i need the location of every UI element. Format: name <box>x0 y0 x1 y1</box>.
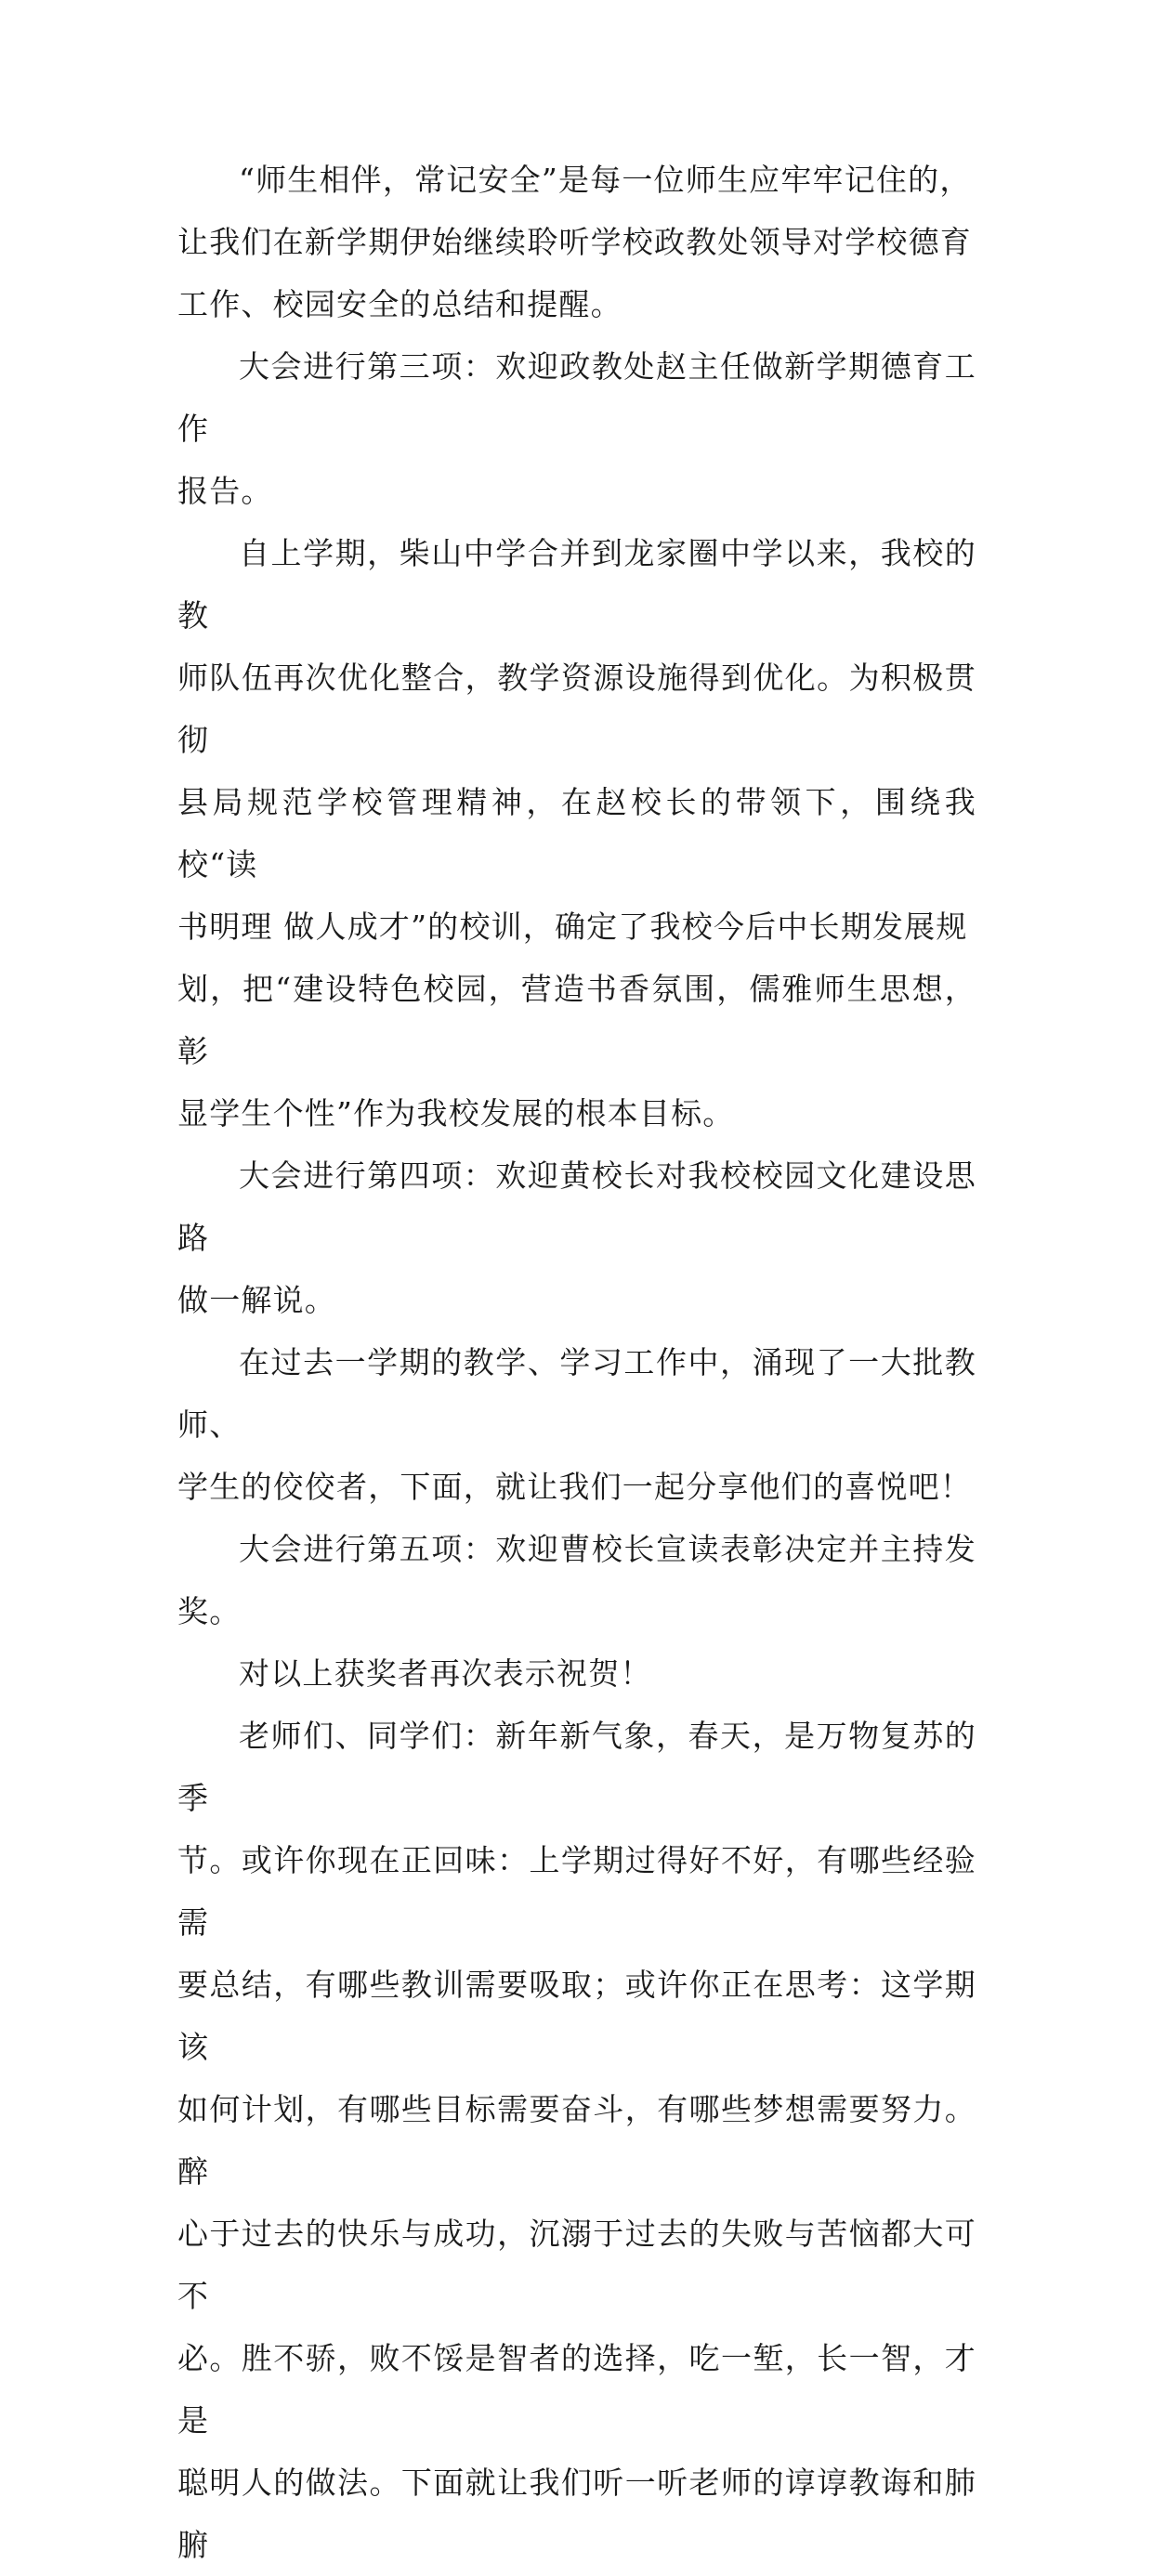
paragraph-item-three: 大会进行第三项：欢迎政教处赵主任做新学期德育工作 报告。 <box>177 348 976 509</box>
paragraph-new-semester: 老师们、同学们：新年新气象，春天，是万物复苏的季 节。或许你现在正回味：上学期过得好不好，有哪些经验需 要总结，有哪些教训需要吸取；或许你正在思考：这学期该 如何计划，有哪些目标需要奋斗，有哪些梦想需要努力。醉 心于过去的快乐与成功，沉溺于过去的失败与苦恼都大可不 必。胜不骄，败不馁是智者的选择，吃一堑，长一智，才是 聪明人的做法。下面就让我们听一听老师的谆谆教诲和肺腑 <box>177 1718 976 2563</box>
paragraph-congratulations: 对以上获奖者再次表示祝贺！ <box>239 1655 652 1692</box>
paragraph-safety-intro: “师生相伴，常记安全”是每一位师生应牢牢记住的， 让我们在新学期伊始继续聆听学校政教处领导对学校德育 工作、校园安全的总结和提醒。 <box>177 162 972 322</box>
paragraph-achievers: 在过去一学期的教学、学习工作中，涌现了一大批教师、 学生的佼佼者，下面，就让我们一起分享他们的喜悦吧！ <box>177 1344 976 1505</box>
paragraph-item-four: 大会进行第四项：欢迎黄校长对我校校园文化建设思路 做一解说。 <box>177 1157 976 1318</box>
paragraph-item-five: 大会进行第五项：欢迎曹校长宣读表彰决定并主持发奖。 <box>177 1531 976 1629</box>
document-body <box>177 149 976 2576</box>
paragraph-school-development: 自上学期，柴山中学合并到龙家圈中学以来，我校的教 师队伍再次优化整合，教学资源设施得到优化。为积极贯彻 县局规范学校管理精神，在赵校长的带领下，围绕我校“读 书明理 做人成才”的校训，确定了我校今后中长期发展规 划，把“建设特色校园，营造书香氛围，儒雅师生思想，彰 显学生个性”作为我校发展的根本目标。 <box>177 535 976 1131</box>
